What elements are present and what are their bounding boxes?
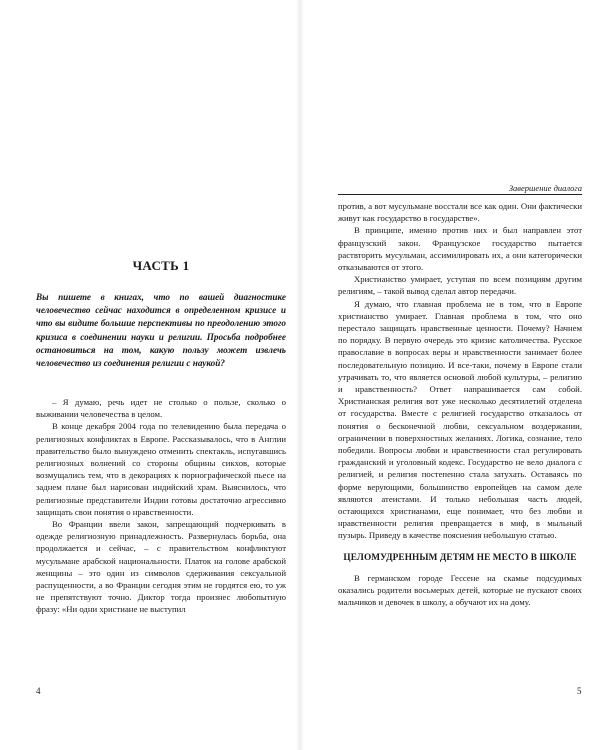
paragraph: Христианство умирает, уступая по всем позициям другим религиям, – такой вывод сделал автор передачи.: [338, 274, 582, 297]
paragraph: В германском городе Гессене на скамье подсудимых оказались родители восьмерых детей, которые не пускают своих мальчиков и девочек в школу, а обучают их на дому.: [338, 572, 582, 608]
running-head: Завершение диалога: [338, 183, 582, 195]
page-number-right: 5: [577, 686, 582, 696]
paragraph: против, а вот мусульмане восстали все как один. Они фактически живут как государство в государстве».: [338, 201, 582, 224]
chapter-title: ЧАСТЬ 1: [132, 258, 190, 273]
right-page-body: [338, 200, 582, 609]
paragraph: В конце декабря 2004 года по телевидению была передача о религиозных конфликтах в Европе. Рассказывалось, что в Англии правительство было вынуждено отменить спектакль, испугавшись религиозных волнений со стороны общины сикхов, которые возмущались тем, что в декорациях к порнографической пьесе на заднем плане был нарисован индийский храм. Выяснилось, что религиозные представители Индии готовы достаточно агрессивно защищать свои понятия о нравственности.: [36, 421, 286, 517]
paragraph: Я думаю, что главная проблема не в том, что в Европе христианство умирает. Главная проблема в том, что оно перестало защищать нравственные ценности. Почему? Начнем по порядку. В первую очередь это кризис католичества. Русское православие в вопросах веры и нравственности занимает более последовательную позицию. И все-таки, почему в Европе стали утрачивать то, что является основой любой культуры, – религию и нравственность? Ответ напрашивается сам собой. Христианская религия вот уже несколько десятилетий отделена от государства. Вместе с религией государство отказалось от понятия о бесконечной любви, сексуальном воздержании, ограничении в поверхностных желаниях. Логика, сознание, тело победили. Вопросы любви и нравственности стал регулировать гражданский и уголовный кодекс. Государство не вело диалога с религией, и религия постепенно стала затухать. Оставаясь по форме верующими, большинство европейцев на самом деле являются атеистами. И только небольшая часть людей, остающихся христианами, еще понимает, что без любви и нравственности религия превращается в миф, в мыльный пузырь. Приведу в качестве пояснения небольшую статью.: [338, 298, 582, 541]
paragraph: – Я думаю, речь идет не столько о пользе, сколько о выживании человечества в целом.: [36, 397, 286, 420]
section-heading: ЦЕЛОМУДРЕННЫМ ДЕТЯМ НЕ МЕСТО В ШКОЛЕ: [343, 552, 577, 563]
left-page-body: [36, 396, 286, 616]
interview-question: Вы пишете в книгах, что по вашей диагностике человечество сейчас находится в определенном кризисе и что вы видите большие перспективы по преодолению этого кризиса в соединении науки и религии. Просьба подробнее остановиться на том, какую пользу может извлечь человечество из соединения религии с наукой?: [36, 292, 286, 369]
paragraph: В принципе, именно против них и был направлен этот французский закон. Французское государство пытается раствторить мусульман, ассимилировать их, а они категорически отказываются от этого.: [338, 225, 582, 273]
paragraph: Во Франции ввели закон, запрещающий подчеркивать в одежде религиозную принадлежность. Развернулась борьба, она продолжается и сейчас, – с правительством конфликтуют мусульмане арабской национальности. Платок на голове арабской женщины – это один из символов сдерживания сексуальной распущенности, а во Франции сегодня этим не гордятся ею, то уж не препятствуют точно. Диктор тогда произнес любопытную фразу: «Ни одни христиане не выступил: [36, 519, 286, 615]
page-number-left: 4: [36, 686, 41, 696]
